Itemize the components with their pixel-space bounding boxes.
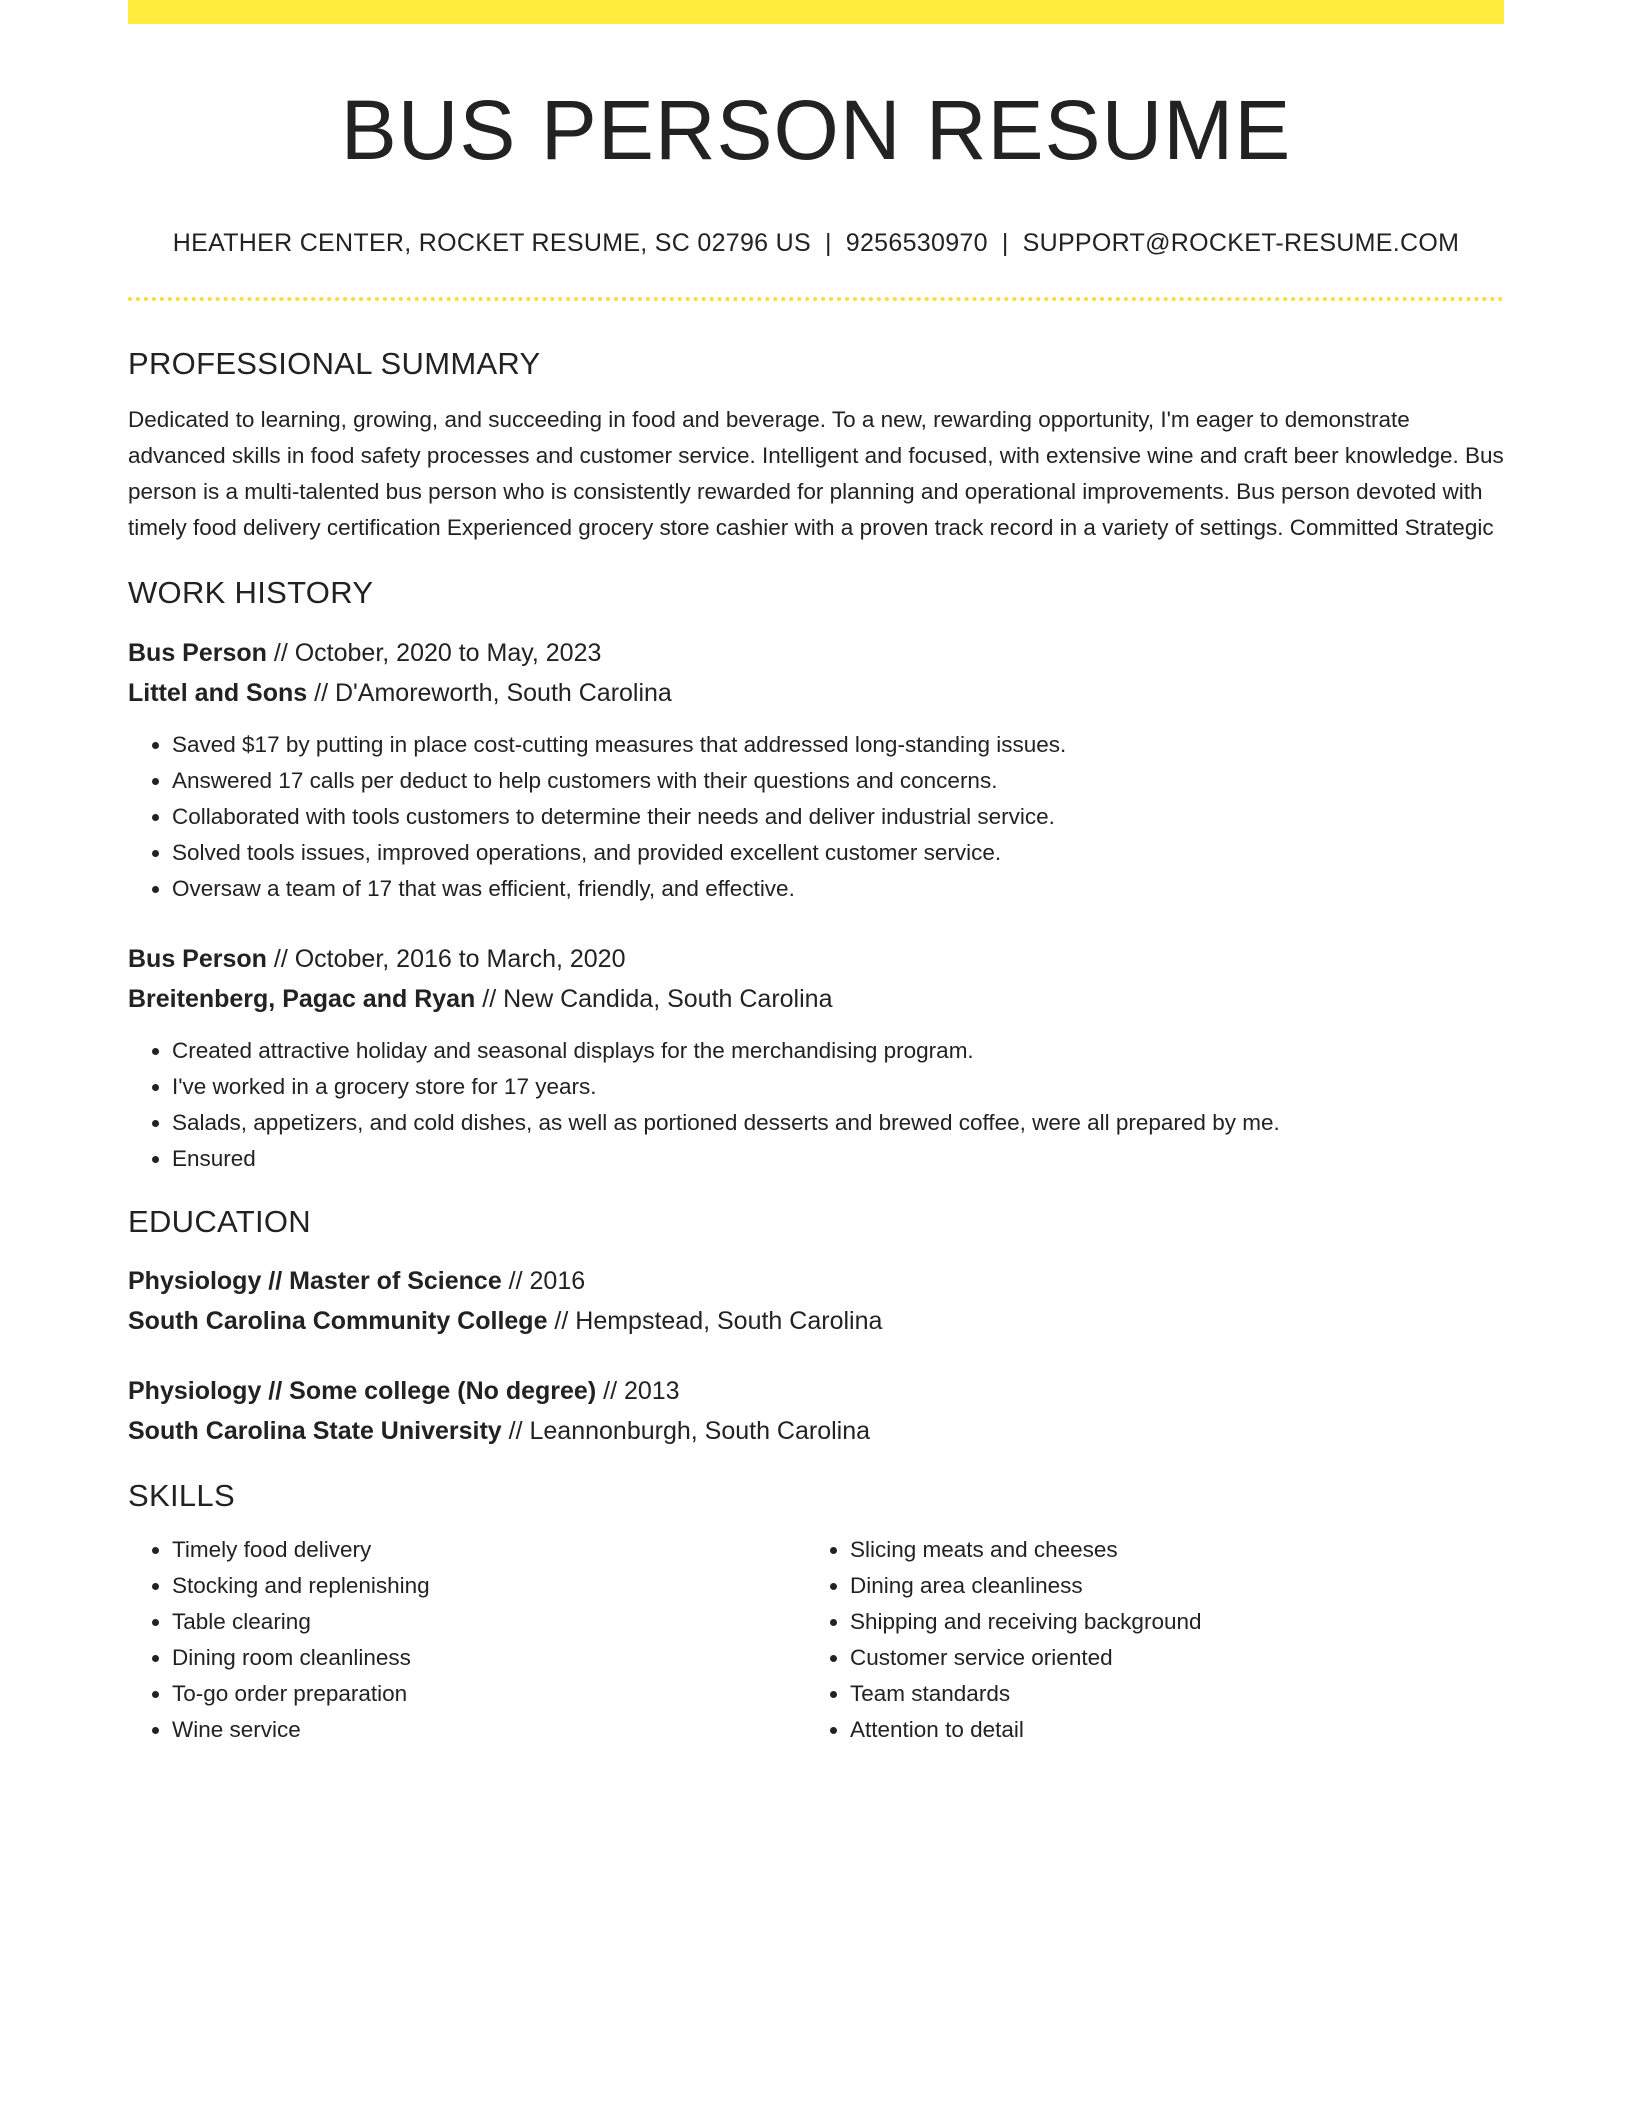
job-title-line <box>128 939 1504 979</box>
list-item: • Created attractive holiday and seasonal displays for the merchandising program. <box>172 1033 1504 1069</box>
school-line <box>128 1411 1504 1451</box>
school-location: // Hempstead, South Carolina <box>547 1306 883 1335</box>
education-heading: EDUCATION <box>128 1204 311 1240</box>
list-item: • Shipping and receiving background <box>850 1604 1484 1640</box>
resume-page <box>128 0 1504 1748</box>
skills-list-right <box>806 1532 1484 1748</box>
list-item: • Table clearing <box>172 1604 806 1640</box>
contact-separator: | <box>824 228 832 257</box>
contact-email: SUPPORT@ROCKET-RESUME.COM <box>1022 228 1460 257</box>
degree-year: // 2013 <box>596 1376 680 1405</box>
list-item: • Attention to detail <box>850 1712 1484 1748</box>
education-entry <box>128 1261 1504 1341</box>
job-entry <box>128 633 1504 907</box>
skills-list-left <box>128 1532 806 1748</box>
job-location: // New Candida, South Carolina <box>475 985 833 1014</box>
job-location: // D'Amoreworth, South Carolina <box>307 679 672 708</box>
list-item: • I've worked in a grocery store for 17 years. <box>172 1069 1504 1105</box>
degree-line <box>128 1261 1504 1301</box>
resume-title: BUS PERSON RESUME <box>340 83 1292 177</box>
list-item: • Timely food delivery <box>172 1532 806 1568</box>
list-item: • Slicing meats and cheeses <box>850 1532 1484 1568</box>
job-company-line <box>128 979 1504 1019</box>
list-item: • Dining room cleanliness <box>172 1640 806 1676</box>
job-entry <box>128 939 1504 1177</box>
job-bullet-list <box>128 727 1504 907</box>
list-item: • Stocking and replenishing <box>172 1568 806 1604</box>
list-item: • Wine service <box>172 1712 806 1748</box>
education-entry <box>128 1371 1504 1451</box>
list-item: • Solved tools issues, improved operations, and provided excellent customer service. <box>172 835 1504 871</box>
skills-heading: SKILLS <box>128 1477 235 1513</box>
job-title: Bus Person <box>128 639 267 668</box>
degree-line <box>128 1371 1504 1411</box>
school-location: // Leannonburgh, South Carolina <box>501 1416 871 1445</box>
job-company-line <box>128 673 1504 713</box>
job-bullet-list <box>128 1033 1504 1177</box>
skills-columns <box>128 1532 1504 1748</box>
school: South Carolina Community College <box>128 1306 548 1335</box>
top-accent-bar <box>128 0 1504 24</box>
job-company: Breitenberg, Pagac and Ryan <box>128 985 476 1014</box>
list-item: • Team standards <box>850 1676 1484 1712</box>
school-line <box>128 1301 1504 1341</box>
list-item: • Saved $17 by putting in place cost-cutting measures that addressed long-standing issues. <box>172 727 1504 763</box>
list-item: • Customer service oriented <box>850 1640 1484 1676</box>
list-item: • Salads, appetizers, and cold dishes, as well as portioned desserts and brewed coffee, were all prepared by me. <box>172 1105 1504 1141</box>
job-dates: // October, 2020 to May, 2023 <box>266 639 602 668</box>
list-item: • Answered 17 calls per deduct to help customers with their questions and concerns. <box>172 763 1504 799</box>
list-item: • Ensured <box>172 1141 1504 1177</box>
summary-text: Dedicated to learning, growing, and succeeding in food and beverage. To a new, rewarding opportunity, I'm eager to demonstrate advanced skills in food safety processes and customer service. Intelligent and focused, with extensive wine and craft beer knowledge. Bus person is a multi-talented bus person who is consistently rewarded for planning and operational improvements. Bus person devoted with timely food delivery certification Experienced grocery store cashier with a proven track record in a variety of settings. Committed Strategic <box>128 407 1504 541</box>
list-item: • Dining area cleanliness <box>850 1568 1484 1604</box>
job-dates: // October, 2016 to March, 2020 <box>266 945 626 974</box>
job-company: Littel and Sons <box>128 679 308 708</box>
contact-phone: 9256530970 <box>845 228 988 257</box>
contact-address: HEATHER CENTER, ROCKET RESUME, SC 02796 US <box>172 228 811 257</box>
degree: Physiology // Master of Science <box>128 1266 502 1295</box>
list-item: • To-go order preparation <box>172 1676 806 1712</box>
job-title: Bus Person <box>128 945 267 974</box>
summary-heading: PROFESSIONAL SUMMARY <box>128 346 541 382</box>
list-item: • Collaborated with tools customers to determine their needs and deliver industrial service. <box>172 799 1504 835</box>
list-item: • Oversaw a team of 17 that was efficient, friendly, and effective. <box>172 871 1504 907</box>
degree-year: // 2016 <box>501 1266 586 1295</box>
work-history-heading: WORK HISTORY <box>128 575 374 611</box>
contact-separator: | <box>1001 228 1009 257</box>
degree: Physiology // Some college (No degree) <box>128 1376 597 1405</box>
job-title-line <box>128 633 1504 673</box>
school: South Carolina State University <box>128 1416 502 1445</box>
dotted-divider <box>128 297 1504 301</box>
contact-line <box>128 227 1504 260</box>
